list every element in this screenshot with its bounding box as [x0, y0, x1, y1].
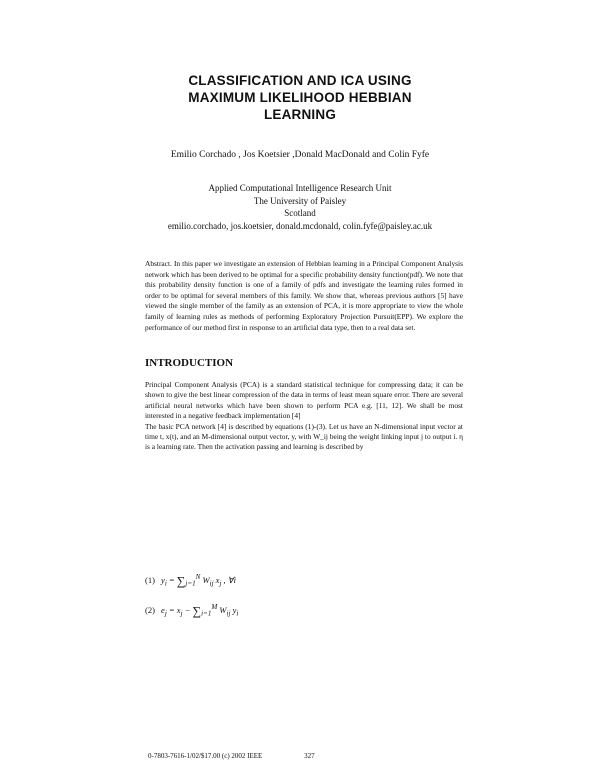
intro-paragraph-1: Principal Component Analysis (PCA) is a standard statistical technique for compressing data; it can be shown to give the best linear compression of the data in terms of least mean square error. There are several artificial neural networks which have been shown to perform PCA e.g. [11, 12]. We shall be most interested in a negative feedback implementation [4] [145, 380, 463, 421]
equation-1-formula: $y_i = \sum_{j=1}^N$ $W_{ij}$ $x_j$ , ∀i [161, 573, 236, 588]
affiliation-university: The University of Paisley [253, 195, 347, 206]
equation-2 [145, 603, 238, 619]
page-footer [148, 752, 315, 760]
introduction-body [145, 380, 463, 453]
title-line-3: LEARNING [263, 107, 337, 122]
equation-2-formula: $e_j = x_j - \sum_{i=1}^M$ $W_{ij}$ $y_i$ [161, 603, 239, 618]
author-list: Emilio Corchado , Jos Koetsier ,Donald MacDonald and Colin Fyfe [170, 150, 430, 160]
equation-2-number: (2) [145, 604, 155, 615]
equation-1 [145, 573, 236, 589]
section-heading: INTRODUCTION [145, 357, 234, 369]
intro-paragraph-2: The basic PCA network [4] is described by equations (1)-(3). Let us have an N-dimensional input vector at time t, x(t), and an M-dimensional output vector, y, with W_ij being the weight linking input j to output i. η is a learning rate. Then the activation passing and learning is described by [145, 421, 463, 452]
abstract-paragraph: Abstract. In this paper we investigate an extension of Hebbian learning in a Principal Component Analysis network which has been derived to be optimal for a specific probability density function(pdf). We note that this probability density function is one of a family of pdfs and investigate the learning rules formed in order to be optimal for several members of this family. We show that, whereas previous authors [5] have viewed the single member of the family as an extension of PCA, it is more appropriate to view the whole family of learning rules as methods of performing Exploratory Projection Pursuit(EPP). We explore the performance of our method first in response to an artificial data type, then to a real data set. [145, 259, 463, 332]
affiliation-block [100, 182, 500, 232]
equation-1-number: (1) [145, 574, 155, 585]
paper-title [120, 72, 480, 123]
affiliation-emails: emilio.corchado, jos.koetsier, donald.mcdonald, colin.fyfe@paisley.ac.uk [167, 220, 433, 231]
title-line-2: MAXIMUM LIKELIHOOD HEBBIAN [188, 90, 412, 105]
affiliation-unit: Applied Computational Intelligence Research Unit [208, 183, 392, 193]
page-number: 327 [304, 752, 315, 760]
affiliation-country: Scotland [284, 208, 316, 218]
title-line-1: CLASSIFICATION AND ICA USING [188, 73, 412, 88]
footer-isbn: 0-7803-7616-1/02/$17.00 (c) 2002 IEEE [148, 752, 263, 760]
